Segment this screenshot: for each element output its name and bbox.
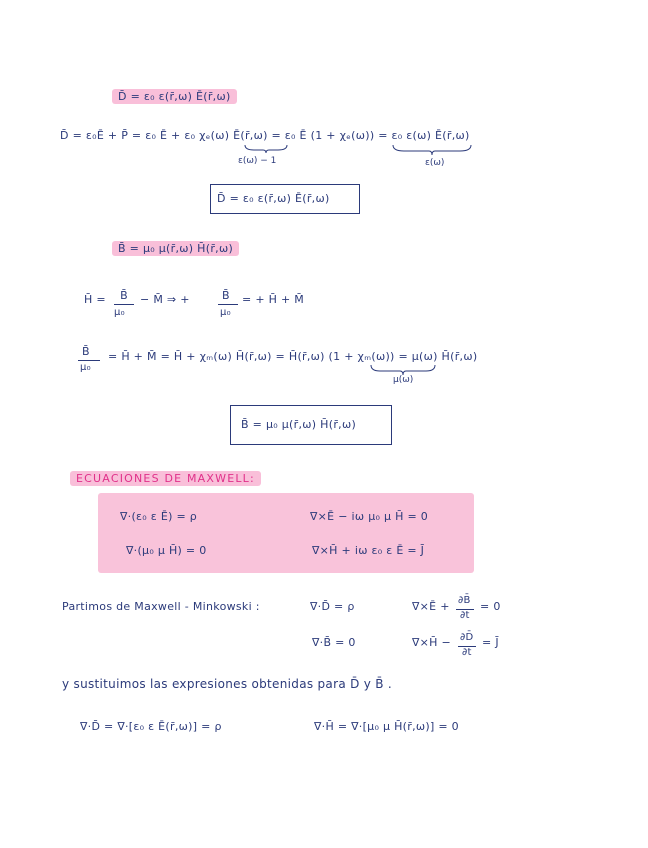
d-header — [112, 90, 237, 103]
mm-faraday-right: = 0 — [480, 600, 501, 613]
b-frac-bar — [78, 360, 100, 361]
maxwell-equations-box — [98, 493, 474, 573]
h-frac-num: B̄ — [120, 289, 128, 302]
mm-faraday-num: ∂B̄ — [458, 595, 471, 606]
mm-gauss-b: ∇·B̄ = 0 — [312, 636, 356, 649]
b-frac-den: μ₀ — [80, 362, 91, 373]
b-header-text: B̄ = μ₀ μ(r̄,ω) H̄(r̄,ω) — [112, 241, 239, 256]
h-frac-den: μ₀ — [114, 307, 125, 318]
maxwell-title-text: ECUACIONES DE MAXWELL: — [70, 471, 261, 486]
h-frac2-num: B̄ — [222, 289, 230, 302]
brace-permittivity — [392, 144, 472, 156]
brace-susceptibility — [244, 144, 288, 154]
b-boxed-result — [230, 405, 392, 445]
h-frac2-den: μ₀ — [220, 307, 231, 318]
mm-faraday-left: ∇×Ē + — [412, 600, 450, 613]
subst-text: y sustituimos las expresiones obtenidas para D̄ y B̄ . — [62, 677, 393, 691]
subst-eq-h: ∇·H̄ = ∇·[μ₀ μ H̄(r̄,ω)] = 0 — [314, 720, 459, 733]
mm-ampere-den: ∂t — [462, 647, 472, 658]
mm-ampere-right: = J̄ — [482, 636, 499, 649]
h-relation-left: H̄ = — [84, 293, 106, 306]
h-relation-mid: − M̄ ⇒ + — [140, 293, 190, 306]
d-boxed-text: D̄ = ε₀ ε(r̄,ω) Ē(r̄,ω) — [217, 192, 330, 205]
mm-ampere-left: ∇×H̄ − — [412, 636, 452, 649]
h-relation-right: = + H̄ + M̄ — [242, 293, 305, 306]
d-boxed-result — [210, 184, 360, 214]
brace-label-eps: ε(ω) — [425, 158, 445, 168]
brace-label-mu: μ(ω) — [393, 375, 414, 385]
d-header-text: D̄ = ε₀ ε(r̄,ω) Ē(r̄,ω) — [112, 89, 237, 104]
maxwell-ampere: ∇×H̄ + iω ε₀ ε Ē = J̄ — [312, 544, 425, 557]
maxwell-gauss-electric: ∇·(ε₀ ε Ē) = ρ — [120, 510, 198, 523]
d-derivation-line: D̄ = ε₀Ē + P̄ = ε₀ Ē + ε₀ χₑ(ω) Ē(r̄,ω) = ε₀ Ē (1 + χₑ(ω)) = ε₀ ε(ω) Ē(r̄,ω) — [60, 129, 470, 142]
h-frac-bar — [114, 304, 134, 305]
b-boxed-text: B̄ = μ₀ μ(r̄,ω) H̄(r̄,ω) — [241, 418, 357, 431]
mm-ampere-num: ∂D̄ — [460, 632, 474, 643]
h-frac2-bar — [218, 304, 238, 305]
mm-label: Partimos de Maxwell - Minkowski : — [62, 600, 260, 613]
maxwell-gauss-magnetic: ∇·(μ₀ μ H̄) = 0 — [126, 544, 207, 557]
brace-label-eps-minus-one: ε(ω) − 1 — [238, 156, 277, 166]
b-header — [112, 242, 239, 255]
mm-faraday-den: ∂t — [460, 610, 470, 621]
subst-eq-d: ∇·D̄ = ∇·[ε₀ ε Ē(r̄,ω)] = ρ — [80, 720, 222, 733]
maxwell-title — [70, 472, 261, 485]
b-frac-num: B̄ — [82, 345, 90, 358]
mm-gauss-d: ∇·D̄ = ρ — [310, 600, 355, 613]
maxwell-faraday: ∇×Ē − iω μ₀ μ H̄ = 0 — [310, 510, 429, 523]
b-derivation-line: = H̄ + M̄ = H̄ + χₘ(ω) H̄(r̄,ω) = H̄(r̄,ω) (1 + χₘ(ω)) = μ(ω) H̄(r̄,ω) — [108, 350, 478, 363]
